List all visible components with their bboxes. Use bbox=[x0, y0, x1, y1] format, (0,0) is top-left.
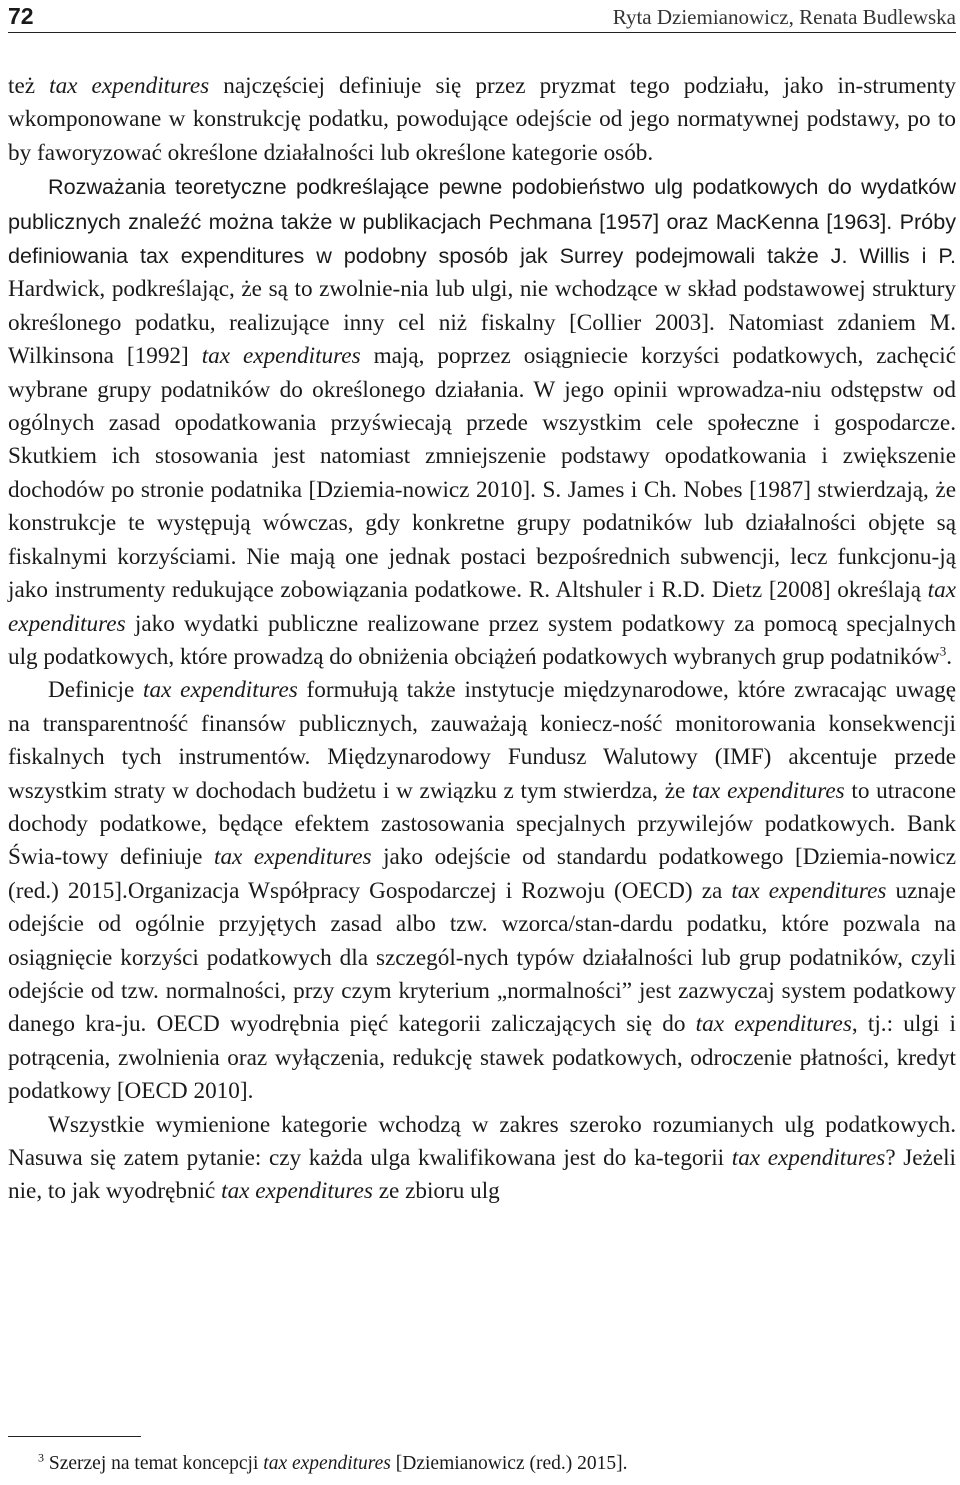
term-italic: tax expenditures bbox=[263, 1453, 391, 1474]
paragraph-1 bbox=[8, 70, 956, 170]
text-span: też bbox=[8, 73, 50, 99]
term-italic: tax expenditures bbox=[8, 577, 956, 637]
paragraph-3 bbox=[8, 674, 956, 1108]
text-span: ze zbioru ulg bbox=[372, 1178, 500, 1205]
text-span: Definicje bbox=[48, 677, 144, 704]
text-span: najczęściej definiuje się przez pryzmat tego podziału, jako in-strumenty wkomponowane w konstrukcję podatku, powodujące odejście od jego normatywnej podstawy, po to by faworyzować określone działalności lub określone kategorie osób. bbox=[8, 73, 956, 166]
text-span: Szerzej na temat koncepcji bbox=[44, 1453, 264, 1474]
term-italic: tax expenditures bbox=[49, 73, 210, 99]
page-header bbox=[8, 0, 956, 33]
text-span: Hardwick, podkreślając, że są to zwolnie-nia lub ulgi, nie wchodzące w skład podstawowej struktury określonego podatku, realizujące inny cel niż fiskalny [Collier 2003]. Natomiast zdaniem M. Wilkinsona [1992] bbox=[8, 276, 956, 370]
term-italic: tax expenditures bbox=[143, 677, 298, 704]
text-span: [Dziemianowicz (red.) 2015]. bbox=[390, 1453, 628, 1474]
footnote-number: 3 bbox=[38, 1450, 44, 1465]
text-span: , tj.: ulgi i potrącenia, zwolnienia oraz wyłączenia, redukcję stawek podatkowych, odroczenie płatności, kredyt podatkowy [OECD 2010]. bbox=[8, 1011, 957, 1105]
term-italic: tax expenditures bbox=[731, 877, 887, 904]
footnote-ref: 3 bbox=[939, 643, 947, 659]
running-head-authors: Ryta Dziemianowicz, Renata Budlewska bbox=[612, 5, 956, 29]
term-italic: tax expenditures bbox=[201, 343, 361, 370]
text-span: Rozważania teoretyczne podkreślające pewne podobieństwo ulg podatkowych do wydatków publicznych znaleźć można także w publikacjach Pechmana [1957] oraz MacKenna [1963]. Próby definiowania tax expenditures w podobny sposób jak Surrey podejmowali także J. Willis i P. bbox=[8, 174, 956, 269]
text-span: Wszystkie wymienione kategorie wchodzą w zakres szeroko rozumianych ulg podatkowych. Nasuwa się zatem pytanie: czy każda ulga kwalifikowana jest do ka-tegorii bbox=[8, 1111, 956, 1171]
text-span: to utracone dochody podatkowe, będące efektem zastosowania specjalnych przywilejów podatkowych. Bank Świa-towy definiuje bbox=[8, 777, 956, 871]
text-span: uznaje odejście od ogólnie przyjętych zasad albo tzw. wzorca/stan-dardu podatku, które pozwala na osiągnięcie korzyści podatkowych dla szczegól-nych typów działalności lub grup podatników, czyli odejście od tzw. normalności, przy czym kryterium „normalności” jest zazwyczaj system podatkowy danego kra-ju. OECD wyodrębnia pięć kategorii zaliczających się do bbox=[8, 877, 956, 1038]
footnote-divider bbox=[8, 1436, 141, 1437]
text-span: . bbox=[946, 643, 953, 670]
paragraph-2 bbox=[8, 170, 956, 674]
term-italic: tax expenditures bbox=[731, 1145, 886, 1171]
text-span: jako wydatki publiczne realizowane przez system podatkowy za pomocą specjalnych ulg podatkowych, które prowadzą do obniżenia obciążeń podatkowych wybranych grup podatników bbox=[8, 610, 956, 670]
page-number: 72 bbox=[8, 3, 34, 29]
body-text bbox=[8, 70, 956, 1209]
paragraph-4 bbox=[8, 1109, 956, 1209]
text-span: mają, poprzez osiągniecie korzyści podatkowych, zachęcić wybrane grupy podatników do określonego działania. W jego opinii wprowadza-niu odstępstw od ogólnych zasad opodatkowania przyświecają przede wszystkim cele społeczne i gospodarcze. Skutkiem ich stosowania jest natomiast zmniejszenie podstawy opodatkowania i zwiększenie dochodów po stronie podatnika [Dziemia-nowicz 2010]. S. James i Ch. Nobes [1987] stwierdzają, że konstrukcje te występują wówczas, gdy konkretne grupy podatników lub działalności objęte są fiskalnymi korzyściami. Nie mają one jednak postaci bezpośrednich subwencji, lecz funkcjonu-ją jako instrumenty redukujące zobowiązania podatkowe. R. Altshuler i R.D. Dietz [2008] określają bbox=[8, 343, 956, 604]
term-italic: tax expenditures bbox=[221, 1178, 373, 1205]
term-italic: tax expenditures bbox=[695, 1011, 852, 1038]
term-italic: tax expenditures bbox=[692, 777, 845, 804]
text-span: jako odejście od standardu podatkowego [Dziemia-nowicz (red.) 2015].Organizacja Współpracy Gospodarczej i Rozwoju (OECD) za bbox=[8, 844, 956, 904]
text-span: ? Jeżeli nie, to jak wyodrębnić bbox=[8, 1145, 957, 1205]
text-span: formułują także instytucje międzynarodowe, które zwracając uwagę na transparentność finansów publicznych, zauważają koniecz-ność monitorowania konsekwencji fiskalnych tych instrumentów. Międzynarodowy Fundusz Walutowy (IMF) akcentuje przede wszystkim straty w dochodach budżetu i w związku z tym stwierdza, że bbox=[8, 677, 956, 804]
page bbox=[8, 0, 956, 1485]
term-italic: tax expenditures bbox=[214, 844, 372, 871]
footnote bbox=[38, 1451, 628, 1476]
